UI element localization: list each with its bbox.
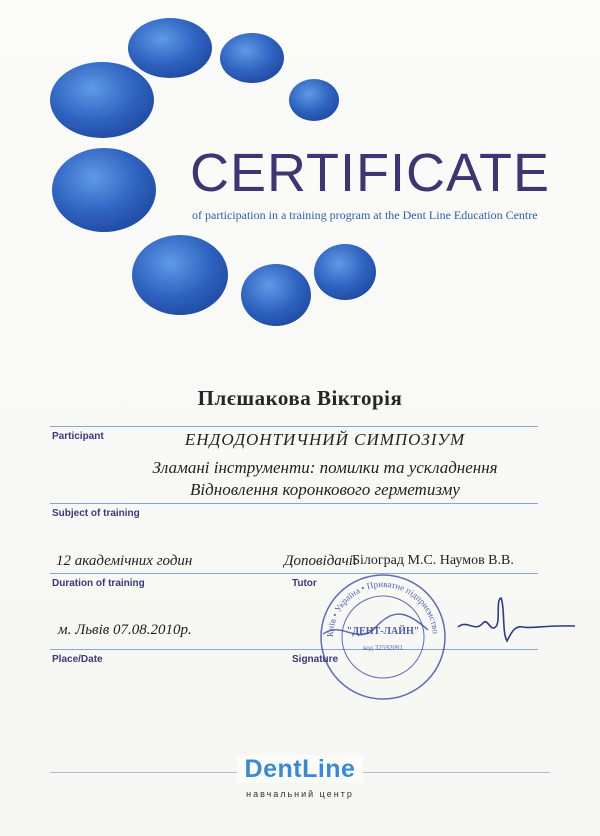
dot [289,79,339,121]
dentline-logo [0,755,600,784]
subject-label: Subject of training [52,508,140,519]
certificate-title: CERTIFICATE [190,143,551,203]
subject-line-2: Зламані інструменти: помилки та ускладнення [152,458,498,477]
stamp-ring-text: Київ • Україна • Приватне підприємство [324,578,441,638]
signature-scribble [455,595,580,650]
dot [52,148,156,232]
dot [241,264,311,326]
tutor-label: Tutor [292,578,317,589]
place-date-label: Place/Date [52,654,103,665]
participant-name: Плєшакова Вікторія [197,386,403,410]
duration-value: 12 академічних годин [56,553,193,569]
company-stamp [318,572,448,702]
dentline-tagline: навчальний центр [246,789,354,799]
dot [132,235,228,315]
subject-rule [50,503,538,504]
stamp-center-text: "ДЕНТ-ЛАЙН" [346,626,420,637]
participant-rule [50,426,538,427]
dot [50,62,154,138]
duration-rule [50,573,538,574]
tutor-prefix: Доповідачі: [284,553,358,569]
dot [314,244,376,300]
participant-label: Participant [52,431,104,442]
dot [128,18,212,78]
dentline-logo-text: DentLine [237,755,364,783]
tutor-names: Білоград М.С. Наумов В.В. [352,553,514,568]
subject-line-3: Відновлення коронкового герметизму [190,480,460,499]
signature-label: Signature [292,654,339,665]
place-date-value: м. Львів 07.08.2010р. [58,622,192,638]
stamp-code: код 32592091 [363,644,403,652]
dot [220,33,284,83]
certificate-subtitle: of participation in a training program at the Dent Line Education Centre [192,208,538,222]
duration-label: Duration of training [52,578,145,589]
subject-line-1: ЕНДОДОНТИЧНИЙ СИМПОЗІУМ [184,430,466,449]
